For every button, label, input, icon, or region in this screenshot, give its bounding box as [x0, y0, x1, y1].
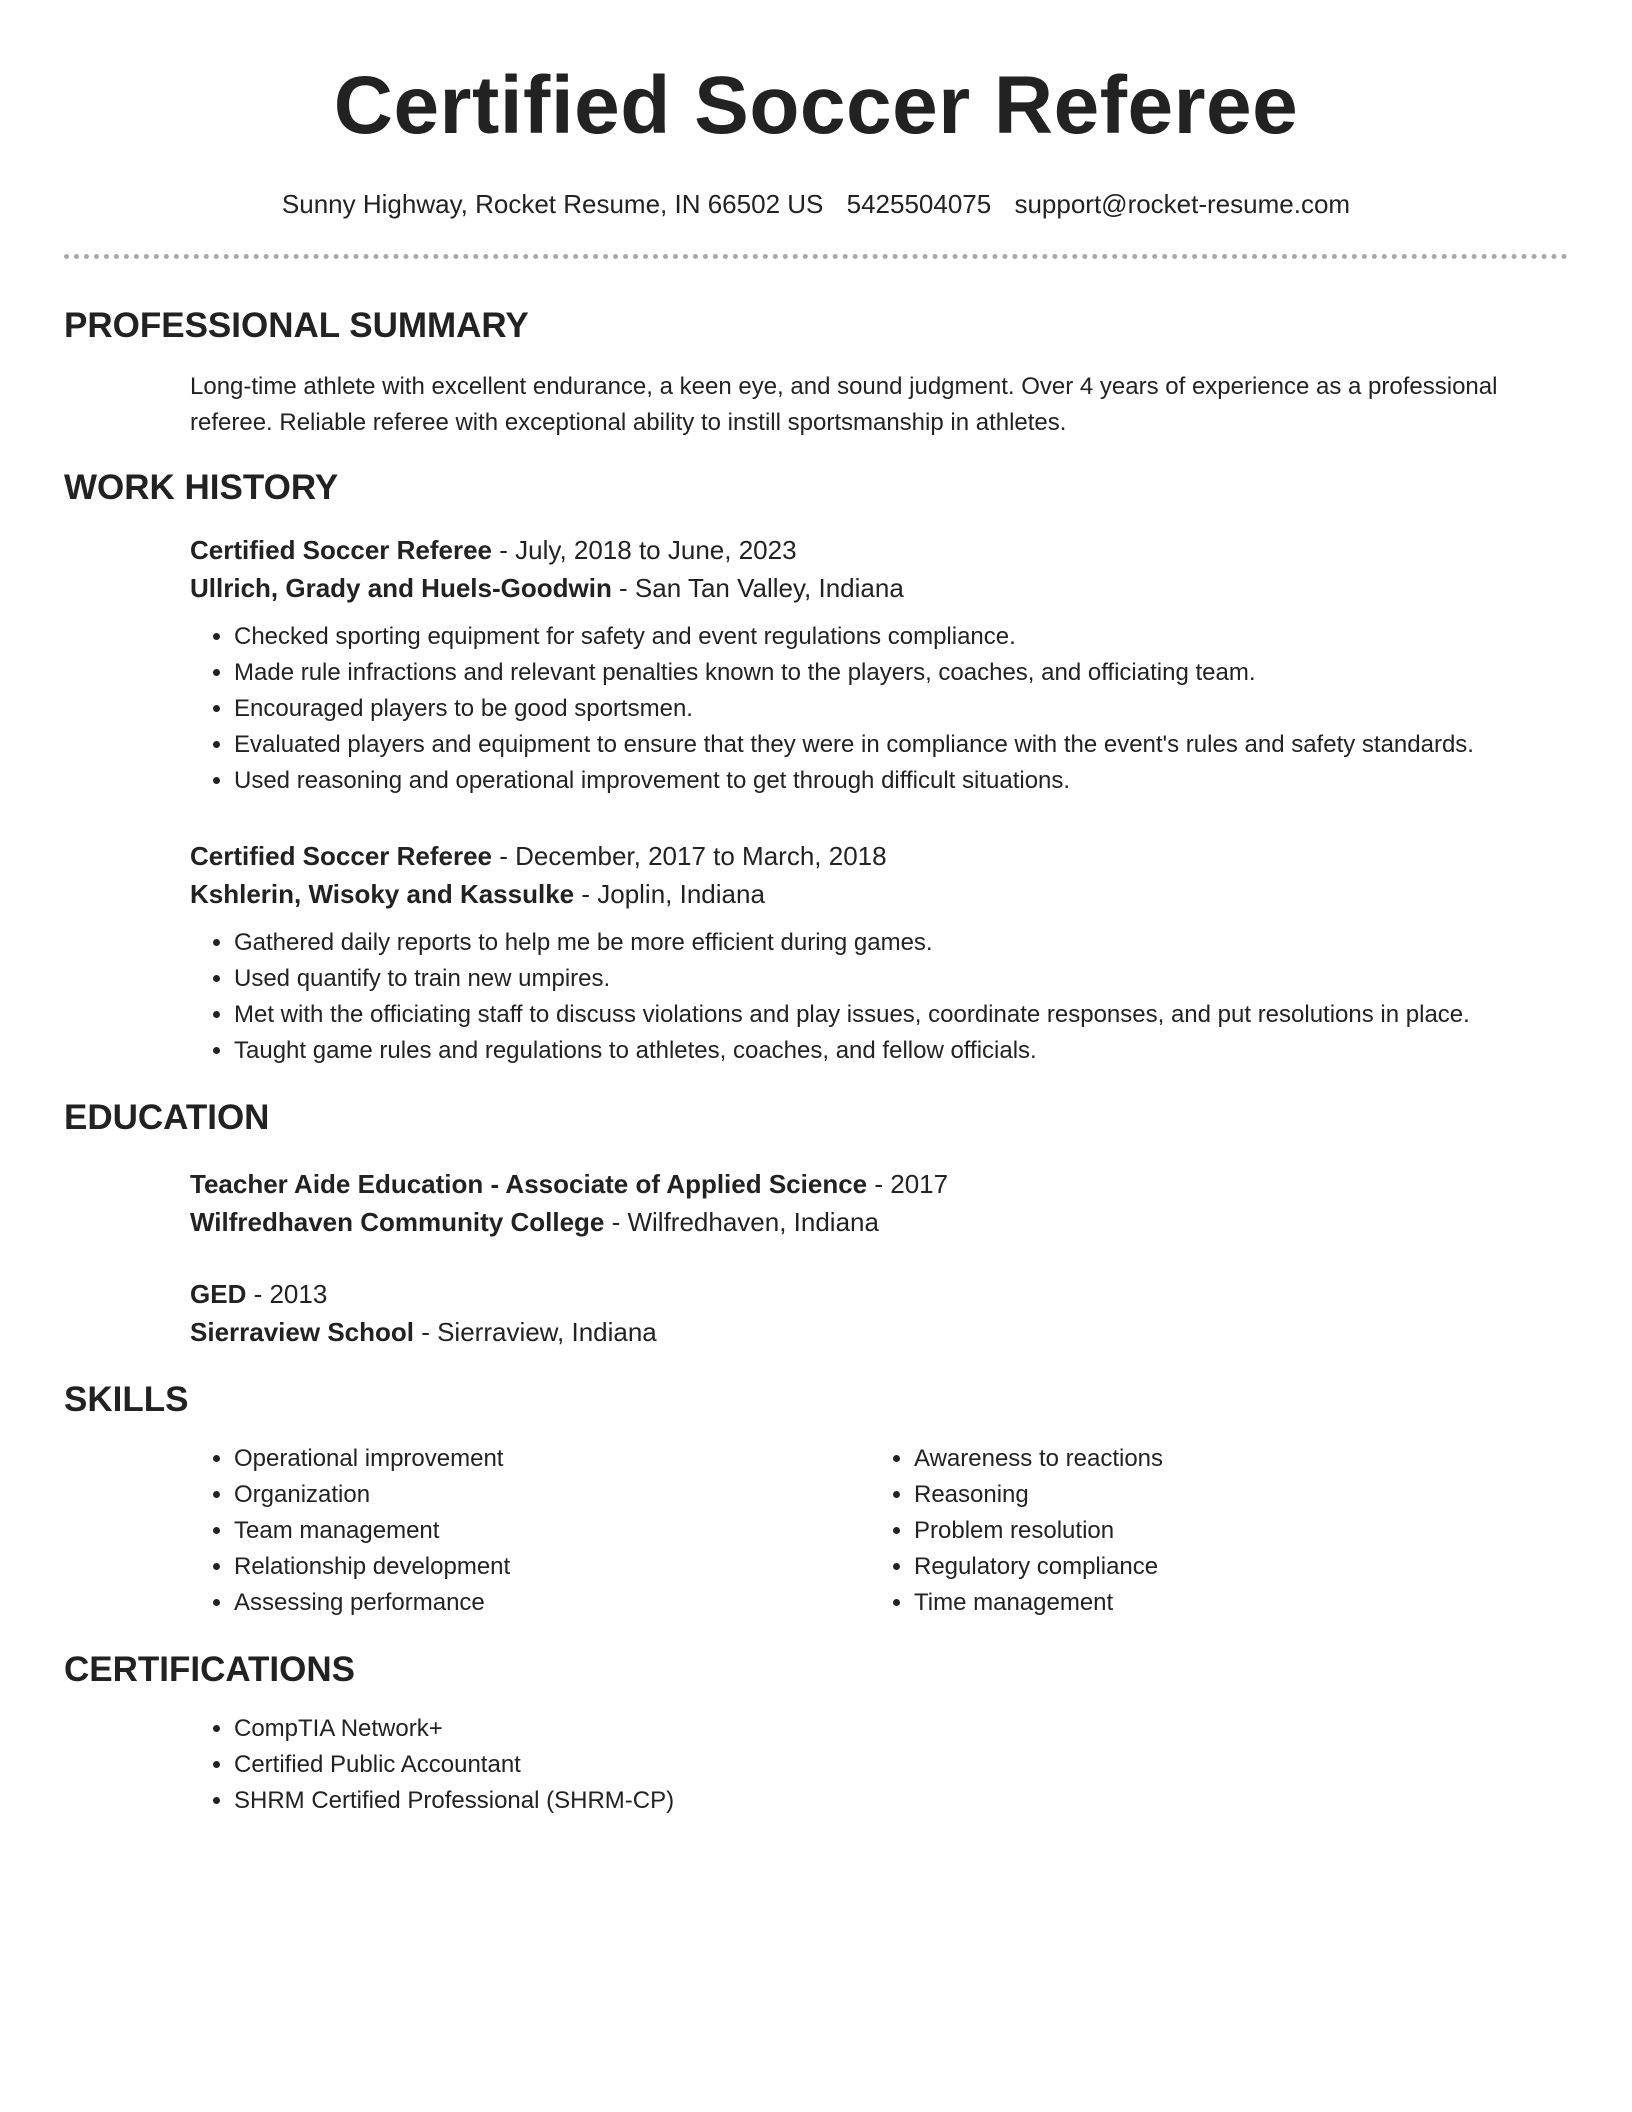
job-dates: - July, 2018 to June, 2023	[492, 535, 797, 565]
list-item: • Awareness to reactions	[914, 1441, 1550, 1477]
list-item: • CompTIA Network+	[234, 1711, 1568, 1747]
summary-heading: PROFESSIONAL SUMMARY	[64, 306, 529, 345]
list-item: • Regulatory compliance	[914, 1549, 1550, 1585]
contact-phone: 5425504075	[846, 189, 992, 219]
list-item: • Evaluated players and equipment to ensure that they were in compliance with the event's rules and safety standards.	[234, 727, 1568, 763]
skills-left-column	[190, 1441, 870, 1621]
list-item: • Used quantify to train new umpires.	[234, 961, 1568, 997]
school-name: Sierraview School	[190, 1317, 414, 1347]
certifications-heading: CERTIFICATIONS	[64, 1650, 356, 1689]
degree-name: GED	[190, 1279, 247, 1309]
list-item: • SHRM Certified Professional (SHRM-CP)	[234, 1783, 1568, 1819]
list-item: • Time management	[914, 1585, 1550, 1621]
list-item: • Taught game rules and regulations to athletes, coaches, and fellow officials.	[234, 1033, 1568, 1069]
school-line	[190, 1203, 1568, 1241]
header-divider	[64, 254, 1568, 259]
job-duties-list	[190, 619, 1568, 799]
summary-text: Long-time athlete with excellent endurance, a keen eye, and sound judgment. Over 4 years of experience as a professional referee. Reliable referee with exceptional ability to instill sportsmanship in athletes.	[190, 373, 1498, 436]
certifications-body	[190, 1711, 1568, 1819]
list-item: • Reasoning	[914, 1477, 1550, 1513]
certifications-list	[190, 1711, 1568, 1819]
page-title: Certified Soccer Referee	[333, 60, 1299, 151]
skills-right-column	[870, 1441, 1550, 1621]
degree-year: - 2017	[867, 1169, 949, 1199]
job-role: Certified Soccer Referee	[190, 535, 493, 565]
job-company-line	[190, 875, 1568, 913]
job-location: - Joplin, Indiana	[574, 879, 765, 909]
school-name: Wilfredhaven Community College	[190, 1207, 605, 1237]
skills-grid	[190, 1441, 1568, 1621]
list-item: • Encouraged players to be good sportsmen.	[234, 691, 1568, 727]
job-company-line	[190, 569, 1568, 607]
job-entry	[190, 837, 1568, 1069]
education-entry	[190, 1275, 1568, 1351]
job-location: - San Tan Valley, Indiana	[611, 573, 904, 603]
list-item: • Made rule infractions and relevant penalties known to the players, coaches, and officiating team.	[234, 655, 1568, 691]
skills-heading: SKILLS	[64, 1380, 189, 1419]
degree-line	[190, 1275, 1568, 1313]
degree-name: Teacher Aide Education - Associate of Applied Science	[190, 1169, 868, 1199]
job-duties-list	[190, 925, 1568, 1069]
school-location: - Sierraview, Indiana	[413, 1317, 657, 1347]
work-history-heading: WORK HISTORY	[64, 468, 339, 507]
school-line	[190, 1313, 1568, 1351]
list-item: • Operational improvement	[234, 1441, 870, 1477]
education-heading: EDUCATION	[64, 1098, 270, 1137]
education-entry	[190, 1165, 1568, 1241]
list-item: • Relationship development	[234, 1549, 870, 1585]
list-item: • Used reasoning and operational improvement to get through difficult situations.	[234, 763, 1568, 799]
list-item: • Certified Public Accountant	[234, 1747, 1568, 1783]
job-dates: - December, 2017 to March, 2018	[492, 841, 887, 871]
list-item: • Met with the officiating staff to discuss violations and play issues, coordinate responses, and put resolutions in place.	[234, 997, 1568, 1033]
contact-address: Sunny Highway, Rocket Resume, IN 66502 US	[281, 189, 824, 219]
list-item: • Team management	[234, 1513, 870, 1549]
job-company: Ullrich, Grady and Huels-Goodwin	[190, 573, 612, 603]
job-company: Kshlerin, Wisoky and Kassulke	[190, 879, 575, 909]
list-item: • Checked sporting equipment for safety and event regulations compliance.	[234, 619, 1568, 655]
list-item: • Assessing performance	[234, 1585, 870, 1621]
school-location: - Wilfredhaven, Indiana	[604, 1207, 879, 1237]
contact-email: support@rocket-resume.com	[1014, 189, 1351, 219]
job-title-line	[190, 531, 1568, 569]
list-item: • Gathered daily reports to help me be more efficient during games.	[234, 925, 1568, 961]
list-item: • Problem resolution	[914, 1513, 1550, 1549]
list-item: • Organization	[234, 1477, 870, 1513]
degree-year: - 2013	[246, 1279, 328, 1309]
job-role: Certified Soccer Referee	[190, 841, 493, 871]
job-entry	[190, 531, 1568, 799]
degree-line	[190, 1165, 1568, 1203]
contact-line	[64, 188, 1568, 220]
job-title-line	[190, 837, 1568, 875]
